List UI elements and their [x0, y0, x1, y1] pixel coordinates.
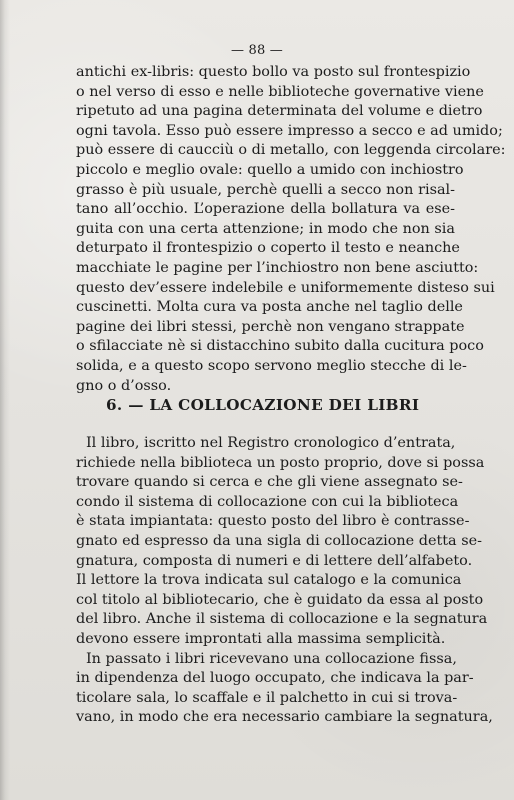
section-heading: 6. — LA COLLOCAZIONE DEI LIBRI [106, 396, 420, 414]
bottom-paragraph-line: trovare quando si cerca e che gli viene assegnato se- [76, 474, 463, 491]
top-paragraph-line: grasso è più usuale, perchè quelli a secco non risal- [76, 181, 455, 198]
bottom-paragraph-line: in dipendenza del luogo occupato, che indicava la par- [76, 670, 474, 687]
top-paragraph-line: o sfilacciate nè si distacchino subito dalla cucitura poco [76, 338, 484, 355]
top-paragraph-line: macchiate le pagine per l’inchiostro non bene asciutto: [76, 259, 479, 276]
page-number: — 88 — [230, 43, 283, 58]
bottom-paragraph-line: ticolare sala, lo scaffale e il palchetto in cui si trova- [76, 689, 458, 706]
top-paragraph-line: gno o d’osso. [76, 377, 172, 394]
bottom-paragraph-line: condo il sistema di collocazione con cui la biblioteca [76, 493, 459, 510]
bottom-paragraph-line: vano, in modo che era necessario cambiare la segnatura, [76, 709, 493, 726]
top-paragraph-line: guita con una certa attenzione; in modo che non sia [76, 220, 455, 237]
top-paragraph-line: deturpato il frontespizio o coperto il testo e neanche [76, 240, 460, 257]
top-paragraph-line: ogni tavola. Esso può essere impresso a secco e ad umido; [76, 122, 503, 139]
bottom-paragraph-line: col titolo al bibliotecario, che è guidato da essa al posto [76, 591, 484, 608]
bottom-paragraph-line: gnato ed espresso da una sigla di collocazione detta se- [76, 532, 482, 549]
bottom-paragraph-line: devono essere improntati alla massima semplicità. [76, 630, 446, 647]
top-paragraph-line: solida, e a questo scopo servono meglio stecche di le- [76, 357, 467, 374]
top-paragraph-line: tano all’occhio. L’operazione della bollatura va ese- [76, 201, 455, 218]
top-paragraph-line: piccolo e meglio ovale: quello a umido con inchiostro [76, 161, 464, 178]
top-paragraph-line: pagine dei libri stessi, perchè non vengano strappate [76, 318, 465, 335]
bottom-paragraph-line: Il libro, iscritto nel Registro cronologico d’entrata, [86, 435, 456, 451]
bottom-paragraph-line: In passato i libri ricevevano una collocazione fissa, [86, 650, 457, 667]
bottom-paragraph-line: del libro. Anche il sistema di collocazione e la segnatura [76, 611, 488, 628]
bottom-paragraph [76, 434, 493, 728]
bottom-paragraph-line: è stata impiantata: questo posto del libro è contrasse- [76, 513, 470, 530]
top-paragraph-line: antichi ex-libris: questo bollo va posto sul frontespizio [76, 64, 471, 80]
top-paragraph [76, 63, 506, 396]
bottom-paragraph-line: richiede nella biblioteca un posto proprio, dove si possa [76, 454, 485, 471]
bottom-paragraph-line: Il lettore la trova indicata sul catalogo e la comunica [76, 572, 462, 589]
page-edge-shadow [0, 0, 10, 800]
bottom-paragraph-line: gnatura, composta di numeri e di lettere dell’alfabeto. [76, 552, 473, 569]
top-paragraph-line: ripetuto ad una pagina determinata del volume e dietro [76, 103, 483, 120]
top-paragraph-line: questo dev’essere indelebile e uniformemente disteso sui [76, 279, 495, 296]
top-paragraph-line: cuscinetti. Molta cura va posta anche nel taglio delle [76, 299, 463, 316]
top-paragraph-line: o nel verso di esso e nelle biblioteche governative viene [76, 83, 484, 100]
top-paragraph-line: può essere di caucciù o di metallo, con leggenda circolare: [76, 142, 506, 159]
